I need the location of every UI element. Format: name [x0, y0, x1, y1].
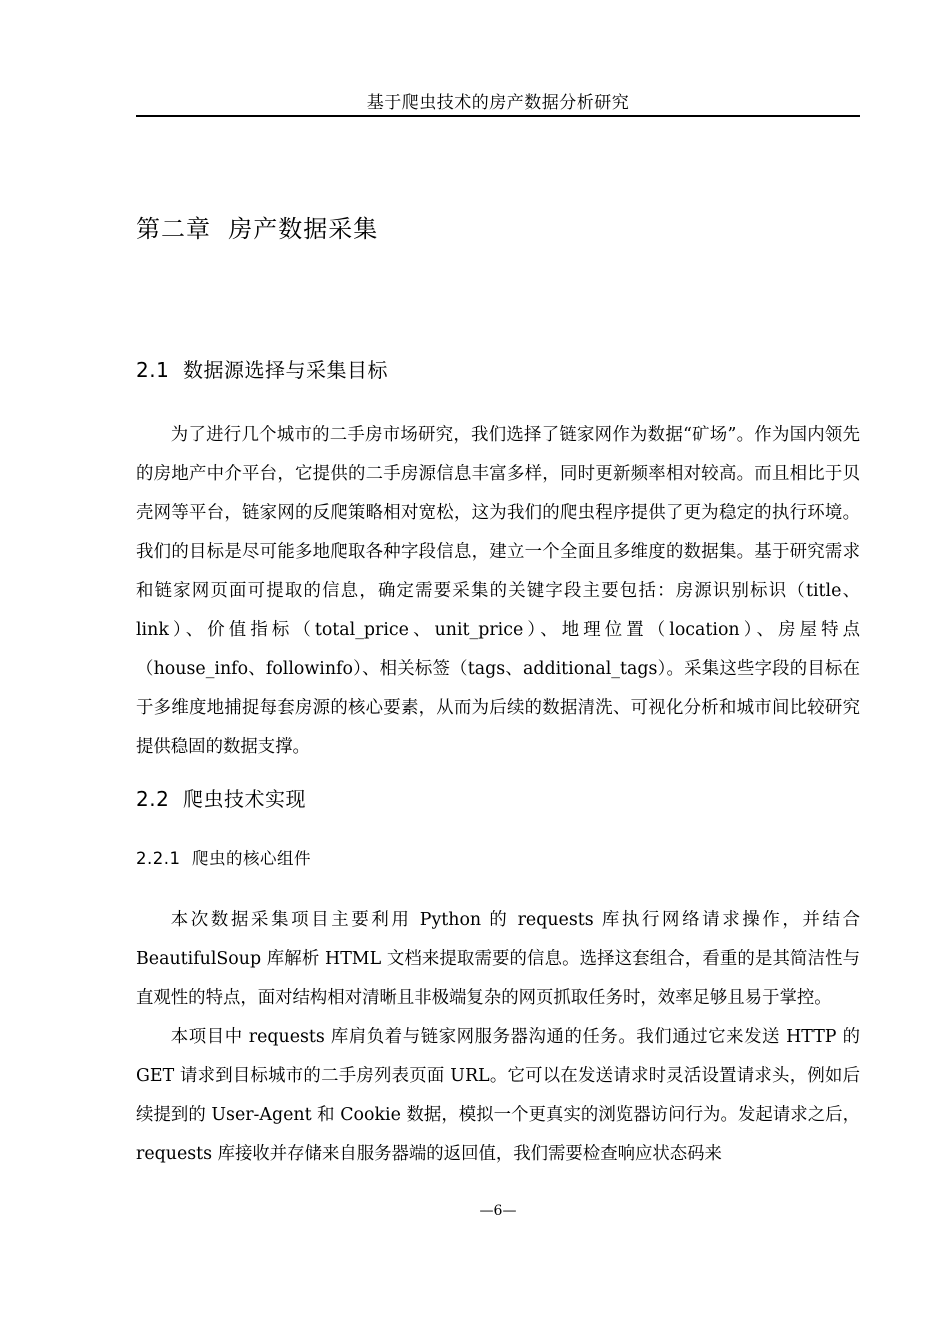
header-rule — [136, 115, 860, 117]
spacer — [136, 253, 860, 350]
page-number: —6— — [479, 1203, 517, 1219]
section-title-2-1: 2.1 数据源选择与采集目标 — [136, 358, 389, 382]
spacer — [136, 767, 860, 779]
spacer — [136, 819, 860, 841]
spacer — [136, 390, 860, 416]
section-title-2-2: 2.2 爬虫技术实现 — [136, 787, 307, 811]
subsection-title-2-2-1: 2.2.1 爬虫的核心组件 — [136, 849, 311, 868]
running-header: 基于爬虫技术的房产数据分析研究 — [366, 93, 630, 113]
chapter-title: 第二章 房产数据采集 — [136, 215, 379, 243]
paragraph-2-2-1-b: 本项目中 requests 库肩负着与链家网服务器沟通的任务。我们通过它来发送 HTTP 的 GET 请求到目标城市的二手房列表页面 URL。它可以在发送请求时灵活设置请求头，例如后续提到的 User-Agent 和 Cookie 数据，模拟一个更真实的浏览器访问行为。发起请求之后，requests 库接收并存储来自服务器端的返回值，我们需要检查响应状态码来 — [136, 1027, 860, 1164]
page-content — [136, 205, 860, 1174]
paragraph-2-1: 为了进行几个城市的二手房市场研究，我们选择了链家网作为数据“矿场”。作为国内领先的房地产中介平台，它提供的二手房源信息丰富多样，同时更新频率相对较高。而且相比于贝壳网等平台，链家网的反爬策略相对宽松，这为我们的爬虫程序提供了更为稳定的执行环境。我们的目标是尽可能多地爬取各种字段信息，建立一个全面且多维度的数据集。基于研究需求和链家网页面可提取的信息，确定需要采集的关键字段主要包括：房源识别标识（title、link）、价值指标（total_price、unit_price）、地理位置（location）、房屋特点（house_info、followinfo）、相关标签（tags、additional_tags）。采集这些字段的目标在于多维度地捕捉每套房源的核心要素，从而为后续的数据清洗、可视化分析和城市间比较研究提供稳固的数据支撑。 — [136, 425, 860, 757]
paragraph-2-2-1-a: 本次数据采集项目主要利用 Python 的 requests 库执行网络请求操作，并结合 BeautifulSoup 库解析 HTML 文档来提取需要的信息。选择这套组合，看重的是其简洁性与直观性的特点，面对结构相对清晰且非极端复杂的网页抓取任务时，效率足够且易于掌控。 — [136, 910, 860, 1008]
spacer — [136, 877, 860, 901]
